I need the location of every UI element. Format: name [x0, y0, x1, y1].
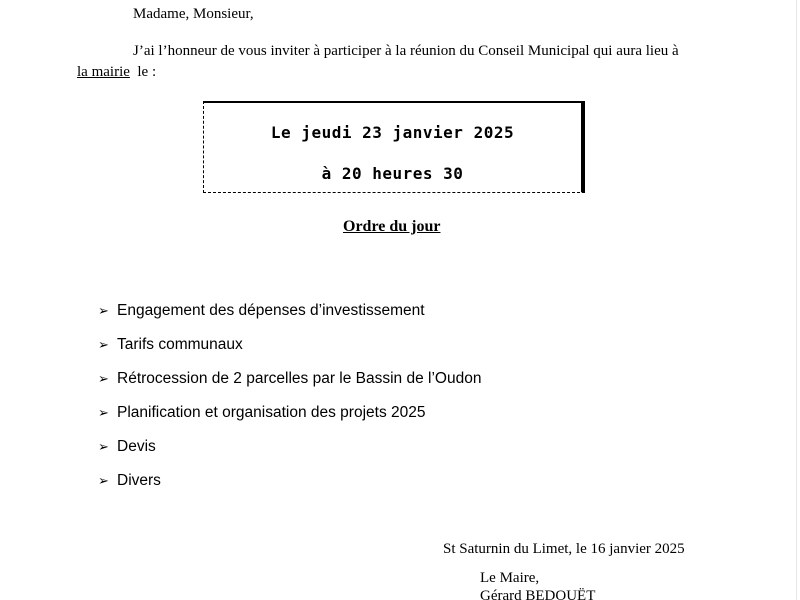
meeting-place: la mairie	[77, 64, 130, 80]
salutation: Madame, Monsieur,	[133, 6, 254, 22]
agenda-item	[98, 368, 481, 402]
agenda-item	[98, 334, 481, 368]
mayor-name: Gérard BEDOUËT	[480, 588, 596, 600]
signature-place-date: St Saturnin du Limet, le 16 janvier 2025	[443, 541, 685, 557]
agenda-item	[98, 436, 481, 470]
intro-text: J’ai l’honneur de vous inviter à participer à la réunion du Conseil Municipal qui aura lieu à	[133, 43, 679, 59]
arrow-bullet-icon: ➢	[98, 337, 109, 352]
agenda-list	[98, 300, 481, 504]
arrow-bullet-icon: ➢	[98, 371, 109, 386]
agenda-item-text: Rétrocession de 2 parcelles par le Bassin de l’Oudon	[117, 370, 482, 387]
agenda-item-text: Engagement des dépenses d’investissement	[117, 302, 425, 319]
intro-suffix: le :	[129, 64, 157, 80]
agenda-item-text: Tarifs communaux	[117, 336, 243, 353]
meeting-date-box	[203, 101, 585, 193]
page-edge-line	[796, 0, 797, 600]
agenda-item-text: Divers	[117, 472, 161, 489]
agenda-item	[98, 402, 481, 436]
agenda-item	[98, 470, 481, 504]
arrow-bullet-icon: ➢	[98, 303, 109, 318]
arrow-bullet-icon: ➢	[98, 405, 109, 420]
agenda-title: Ordre du jour	[343, 218, 441, 235]
intro-place-line	[77, 64, 156, 81]
agenda-item	[98, 300, 481, 334]
agenda-item-text: Devis	[117, 438, 156, 455]
agenda-item-text: Planification et organisation des projets 2025	[117, 404, 426, 421]
arrow-bullet-icon: ➢	[98, 473, 109, 488]
mayor-title: Le Maire,	[480, 570, 540, 586]
meeting-time: à 20 heures 30	[321, 164, 464, 183]
meeting-date: Le jeudi 23 janvier 2025	[270, 123, 515, 142]
arrow-bullet-icon: ➢	[98, 439, 109, 454]
